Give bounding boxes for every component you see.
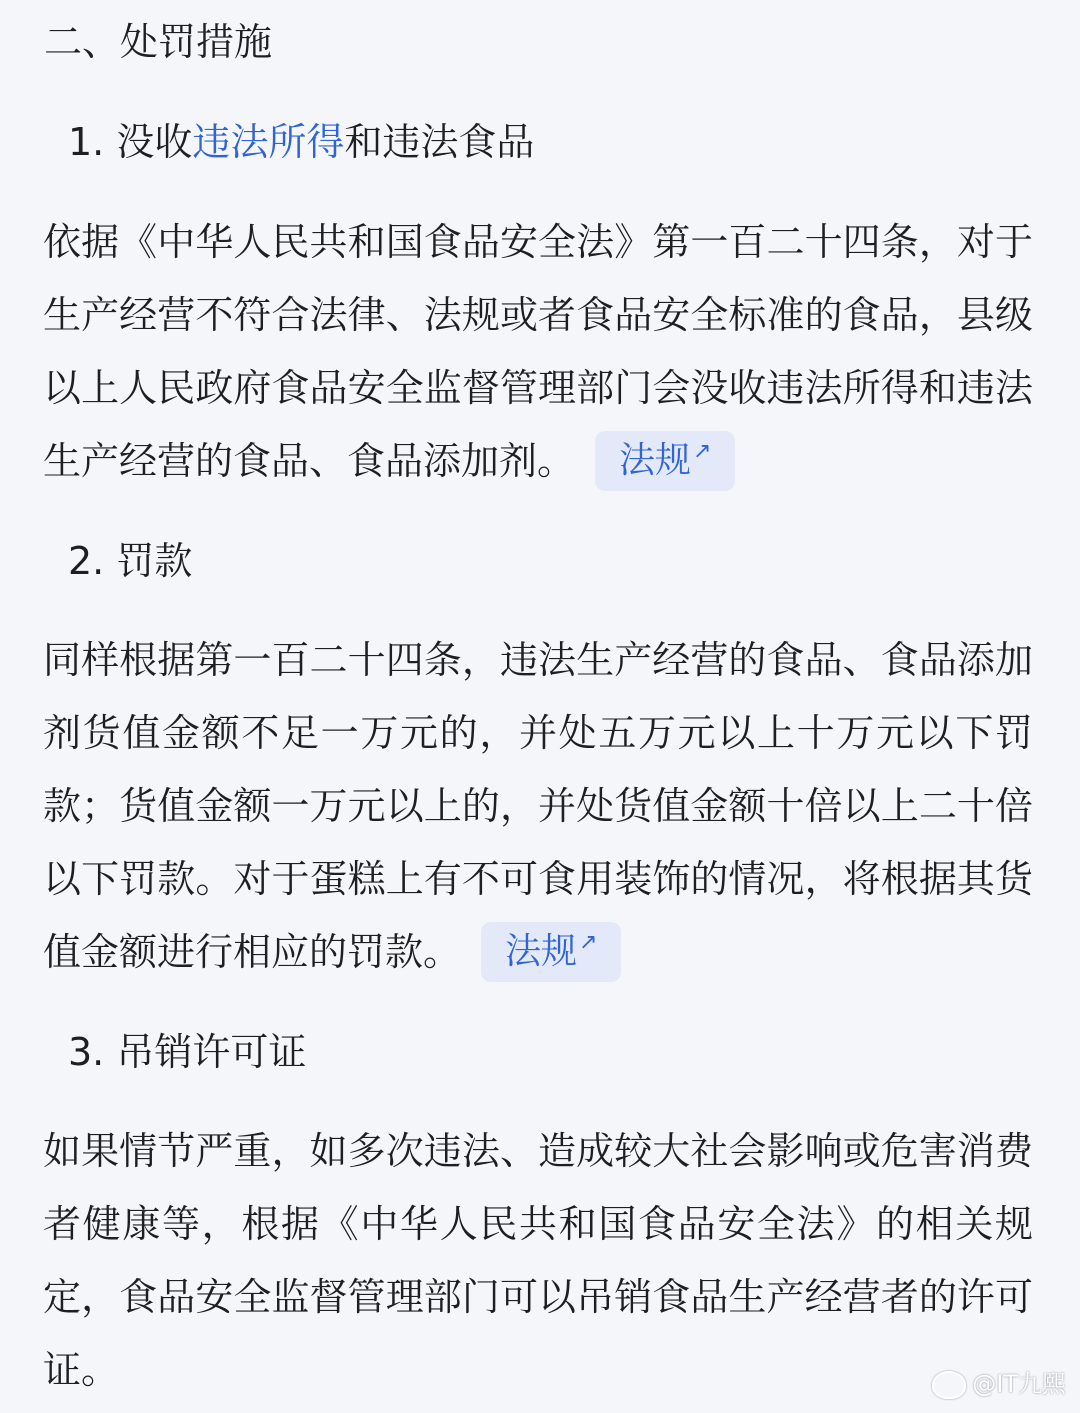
illegal-gains-link[interactable]: 违法所得 (192, 120, 345, 164)
paragraph-confiscate (43, 206, 1033, 498)
item-number: 2. (68, 539, 105, 583)
watermark-text: @IT九熙 (972, 1370, 1066, 1398)
paragraph-text: 依据《中华人民共和国食品安全法》第一百二十四条，对于生产经营不符合法律、法规或者食品安全标准的食品，县级以上人民政府食品安全监督管理部门会没收违法所得和违法生产经营的食品、食品添加剂。 (43, 220, 1033, 483)
item-number: 3. (68, 1030, 105, 1074)
chip-label: 法规 (619, 439, 692, 481)
regulation-chip-2[interactable] (481, 922, 621, 982)
section-heading: 二、处罚措施 (44, 20, 273, 64)
item-title: 罚款 (116, 539, 193, 583)
paragraph-text: 如果情节严重，如多次违法、造成较大社会影响或危害消费者健康等，根据《中华人民共和国食品安全法》的相关规定，食品安全监督管理部门可以吊销食品生产经营者的许可证。 (43, 1129, 1033, 1392)
external-link-icon: ↗ (693, 438, 712, 464)
watermark (932, 1369, 1066, 1399)
item-title-post: 和违法食品 (344, 120, 535, 164)
item-heading-fine (68, 533, 192, 589)
regulation-chip-1[interactable] (595, 431, 735, 491)
weibo-icon (932, 1371, 966, 1399)
item-title: 吊销许可证 (116, 1030, 307, 1074)
paragraph-text: 同样根据第一百二十四条，违法生产经营的食品、食品添加剂货值金额不足一万元的，并处五万元以上十万元以下罚款；货值金额一万元以上的，并处货值金额十倍以上二十倍以下罚款。对于蛋糕上有不可食用装饰的情况，将根据其货值金额进行相应的罚款。 (43, 638, 1033, 974)
item-number: 1. (68, 120, 105, 164)
item-heading-revoke-license (68, 1024, 306, 1080)
paragraph-fine (43, 624, 1033, 989)
paragraph-revoke-license (43, 1115, 1033, 1407)
external-link-icon: ↗ (579, 929, 598, 955)
item-title-pre: 没收 (116, 120, 193, 164)
chip-label: 法规 (505, 930, 578, 972)
item-heading-confiscate (68, 114, 534, 170)
